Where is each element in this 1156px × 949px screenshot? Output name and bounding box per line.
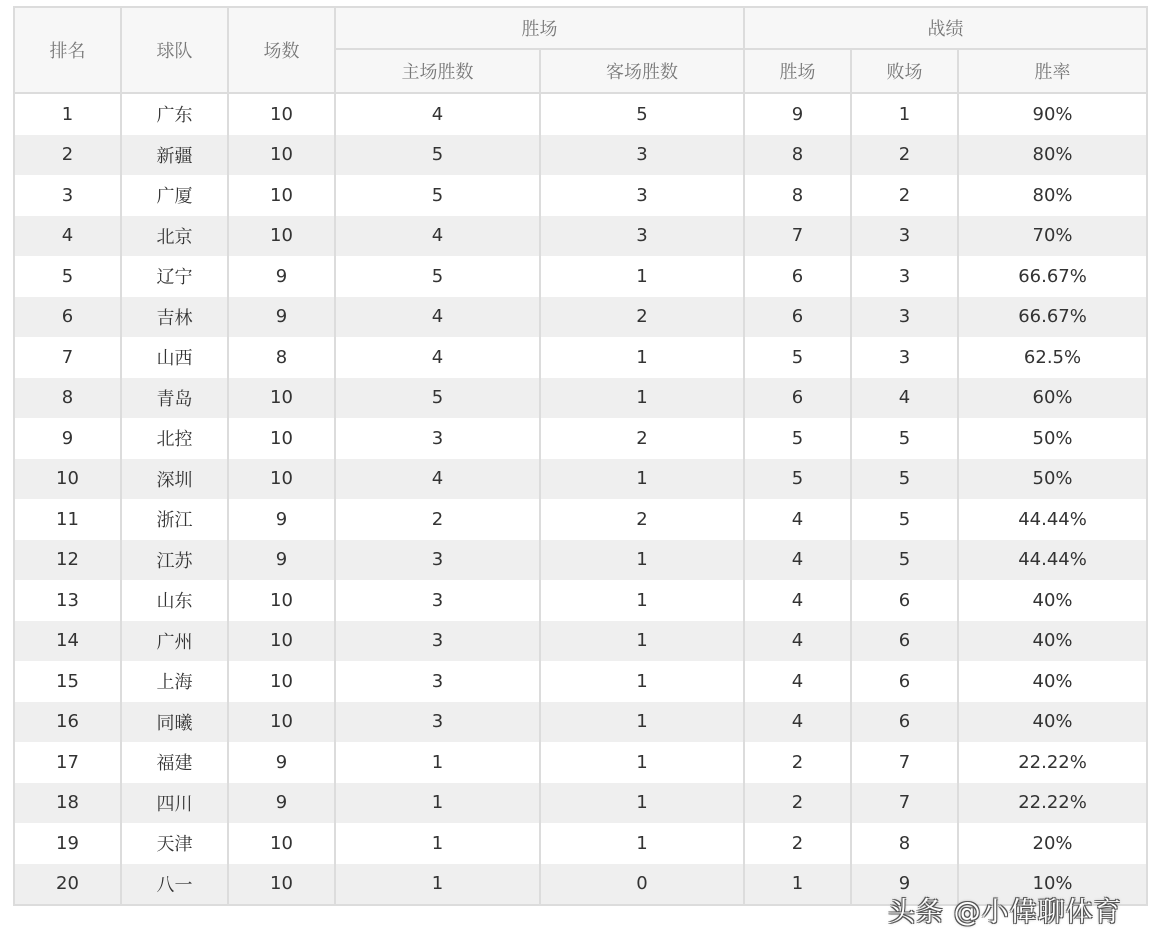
cell-home-wins: 1 bbox=[335, 823, 540, 864]
cell-wins: 2 bbox=[744, 742, 851, 783]
cell-wins: 8 bbox=[744, 175, 851, 216]
cell-home-wins: 1 bbox=[335, 864, 540, 906]
cell-losses: 5 bbox=[851, 540, 958, 581]
table-header bbox=[14, 7, 1147, 93]
cell-win-pct: 22.22% bbox=[958, 742, 1147, 783]
cell-wins: 9 bbox=[744, 93, 851, 135]
cell-win-pct: 44.44% bbox=[958, 499, 1147, 540]
cell-games: 9 bbox=[228, 499, 335, 540]
cell-wins: 6 bbox=[744, 256, 851, 297]
cell-losses: 1 bbox=[851, 93, 958, 135]
cell-losses: 5 bbox=[851, 459, 958, 500]
cell-losses: 9 bbox=[851, 864, 958, 906]
cell-team: 福建 bbox=[121, 742, 228, 783]
table-row bbox=[14, 499, 1147, 540]
table-row bbox=[14, 337, 1147, 378]
cell-home-wins: 5 bbox=[335, 175, 540, 216]
table-row bbox=[14, 378, 1147, 419]
cell-away-wins: 3 bbox=[540, 216, 744, 257]
cell-wins: 5 bbox=[744, 418, 851, 459]
cell-team: 山东 bbox=[121, 580, 228, 621]
cell-wins: 4 bbox=[744, 580, 851, 621]
cell-away-wins: 2 bbox=[540, 297, 744, 338]
cell-team: 广东 bbox=[121, 93, 228, 135]
cell-away-wins: 2 bbox=[540, 499, 744, 540]
cell-games: 10 bbox=[228, 661, 335, 702]
cell-away-wins: 1 bbox=[540, 378, 744, 419]
cell-wins: 4 bbox=[744, 661, 851, 702]
cell-away-wins: 1 bbox=[540, 459, 744, 500]
cell-home-wins: 4 bbox=[335, 459, 540, 500]
cell-team: 北控 bbox=[121, 418, 228, 459]
cell-team: 广州 bbox=[121, 621, 228, 662]
cell-wins: 1 bbox=[744, 864, 851, 906]
cell-wins: 5 bbox=[744, 459, 851, 500]
cell-team: 北京 bbox=[121, 216, 228, 257]
cell-team: 四川 bbox=[121, 783, 228, 824]
cell-wins: 5 bbox=[744, 337, 851, 378]
cell-games: 10 bbox=[228, 135, 335, 176]
header-away-wins: 客场胜数 bbox=[540, 49, 744, 93]
cell-team: 天津 bbox=[121, 823, 228, 864]
cell-away-wins: 1 bbox=[540, 621, 744, 662]
cell-games: 9 bbox=[228, 297, 335, 338]
cell-wins: 8 bbox=[744, 135, 851, 176]
cell-wins: 4 bbox=[744, 540, 851, 581]
table-row bbox=[14, 580, 1147, 621]
watermark: 头条 @小偉聊体育 bbox=[888, 897, 1122, 928]
table-row bbox=[14, 459, 1147, 500]
cell-home-wins: 4 bbox=[335, 93, 540, 135]
cell-games: 10 bbox=[228, 864, 335, 906]
cell-games: 10 bbox=[228, 216, 335, 257]
table-row bbox=[14, 175, 1147, 216]
cell-wins: 6 bbox=[744, 378, 851, 419]
cell-team: 深圳 bbox=[121, 459, 228, 500]
cell-away-wins: 1 bbox=[540, 540, 744, 581]
cell-games: 10 bbox=[228, 459, 335, 500]
cell-games: 10 bbox=[228, 621, 335, 662]
table-row bbox=[14, 135, 1147, 176]
cell-wins: 2 bbox=[744, 823, 851, 864]
cell-losses: 6 bbox=[851, 580, 958, 621]
header-rank: 排名 bbox=[14, 7, 121, 93]
cell-home-wins: 4 bbox=[335, 216, 540, 257]
cell-win-pct: 70% bbox=[958, 216, 1147, 257]
cell-rank: 4 bbox=[14, 216, 121, 257]
table-row bbox=[14, 783, 1147, 824]
header-team: 球队 bbox=[121, 7, 228, 93]
cell-losses: 5 bbox=[851, 418, 958, 459]
cell-away-wins: 0 bbox=[540, 864, 744, 906]
header-games: 场数 bbox=[228, 7, 335, 93]
cell-win-pct: 90% bbox=[958, 93, 1147, 135]
cell-rank: 14 bbox=[14, 621, 121, 662]
cell-games: 10 bbox=[228, 175, 335, 216]
cell-win-pct: 44.44% bbox=[958, 540, 1147, 581]
cell-away-wins: 3 bbox=[540, 175, 744, 216]
cell-home-wins: 3 bbox=[335, 702, 540, 743]
cell-team: 广厦 bbox=[121, 175, 228, 216]
cell-games: 8 bbox=[228, 337, 335, 378]
cell-away-wins: 1 bbox=[540, 337, 744, 378]
cell-losses: 7 bbox=[851, 783, 958, 824]
cell-win-pct: 50% bbox=[958, 459, 1147, 500]
cell-home-wins: 1 bbox=[335, 742, 540, 783]
cell-home-wins: 1 bbox=[335, 783, 540, 824]
cell-rank: 16 bbox=[14, 702, 121, 743]
cell-away-wins: 1 bbox=[540, 823, 744, 864]
header-home-wins: 主场胜数 bbox=[335, 49, 540, 93]
cell-losses: 2 bbox=[851, 135, 958, 176]
cell-home-wins: 5 bbox=[335, 256, 540, 297]
table-row bbox=[14, 216, 1147, 257]
cell-home-wins: 2 bbox=[335, 499, 540, 540]
cell-away-wins: 3 bbox=[540, 135, 744, 176]
cell-win-pct: 50% bbox=[958, 418, 1147, 459]
cell-wins: 4 bbox=[744, 499, 851, 540]
table-row bbox=[14, 621, 1147, 662]
cell-games: 9 bbox=[228, 256, 335, 297]
cell-win-pct: 62.5% bbox=[958, 337, 1147, 378]
cell-win-pct: 66.67% bbox=[958, 256, 1147, 297]
cell-away-wins: 5 bbox=[540, 93, 744, 135]
cell-win-pct: 40% bbox=[958, 661, 1147, 702]
cell-losses: 3 bbox=[851, 337, 958, 378]
header-win-pct: 胜率 bbox=[958, 49, 1147, 93]
cell-rank: 2 bbox=[14, 135, 121, 176]
cell-losses: 6 bbox=[851, 621, 958, 662]
header-losses: 败场 bbox=[851, 49, 958, 93]
cell-games: 10 bbox=[228, 93, 335, 135]
cell-team: 上海 bbox=[121, 661, 228, 702]
cell-win-pct: 22.22% bbox=[958, 783, 1147, 824]
cell-games: 9 bbox=[228, 540, 335, 581]
cell-games: 10 bbox=[228, 580, 335, 621]
cell-rank: 13 bbox=[14, 580, 121, 621]
cell-rank: 19 bbox=[14, 823, 121, 864]
header-wins-group: 胜场 bbox=[335, 7, 744, 49]
cell-wins: 2 bbox=[744, 783, 851, 824]
cell-team: 辽宁 bbox=[121, 256, 228, 297]
header-record-group: 战绩 bbox=[744, 7, 1147, 49]
cell-rank: 20 bbox=[14, 864, 121, 906]
cell-win-pct: 40% bbox=[958, 621, 1147, 662]
cell-team: 吉林 bbox=[121, 297, 228, 338]
cell-home-wins: 5 bbox=[335, 135, 540, 176]
cell-rank: 12 bbox=[14, 540, 121, 581]
table-row bbox=[14, 418, 1147, 459]
cell-team: 新疆 bbox=[121, 135, 228, 176]
cell-win-pct: 40% bbox=[958, 580, 1147, 621]
cell-team: 八一 bbox=[121, 864, 228, 906]
cell-win-pct: 20% bbox=[958, 823, 1147, 864]
table-row bbox=[14, 93, 1147, 135]
cell-games: 10 bbox=[228, 702, 335, 743]
cell-rank: 18 bbox=[14, 783, 121, 824]
cell-losses: 6 bbox=[851, 661, 958, 702]
cell-rank: 1 bbox=[14, 93, 121, 135]
table-row bbox=[14, 256, 1147, 297]
cell-wins: 6 bbox=[744, 297, 851, 338]
cell-wins: 4 bbox=[744, 702, 851, 743]
table-row bbox=[14, 540, 1147, 581]
cell-losses: 2 bbox=[851, 175, 958, 216]
cell-rank: 6 bbox=[14, 297, 121, 338]
table-row bbox=[14, 661, 1147, 702]
cell-home-wins: 3 bbox=[335, 661, 540, 702]
cell-rank: 10 bbox=[14, 459, 121, 500]
cell-home-wins: 3 bbox=[335, 621, 540, 662]
table-body bbox=[14, 93, 1147, 905]
cell-rank: 5 bbox=[14, 256, 121, 297]
cell-rank: 8 bbox=[14, 378, 121, 419]
cell-away-wins: 2 bbox=[540, 418, 744, 459]
cell-away-wins: 1 bbox=[540, 256, 744, 297]
cell-win-pct: 80% bbox=[958, 175, 1147, 216]
cell-losses: 8 bbox=[851, 823, 958, 864]
cell-home-wins: 4 bbox=[335, 297, 540, 338]
cell-games: 9 bbox=[228, 783, 335, 824]
cell-team: 江苏 bbox=[121, 540, 228, 581]
cell-away-wins: 1 bbox=[540, 580, 744, 621]
cell-home-wins: 5 bbox=[335, 378, 540, 419]
table-row bbox=[14, 823, 1147, 864]
cell-home-wins: 4 bbox=[335, 337, 540, 378]
cell-losses: 7 bbox=[851, 742, 958, 783]
cell-games: 10 bbox=[228, 378, 335, 419]
cell-games: 10 bbox=[228, 418, 335, 459]
cell-rank: 17 bbox=[14, 742, 121, 783]
cell-team: 山西 bbox=[121, 337, 228, 378]
cell-team: 青岛 bbox=[121, 378, 228, 419]
cell-losses: 3 bbox=[851, 297, 958, 338]
table-row bbox=[14, 297, 1147, 338]
cell-home-wins: 3 bbox=[335, 540, 540, 581]
cell-games: 9 bbox=[228, 742, 335, 783]
cell-rank: 9 bbox=[14, 418, 121, 459]
cell-win-pct: 10% bbox=[958, 864, 1147, 906]
cell-win-pct: 40% bbox=[958, 702, 1147, 743]
cell-away-wins: 1 bbox=[540, 661, 744, 702]
cell-rank: 15 bbox=[14, 661, 121, 702]
cell-win-pct: 60% bbox=[958, 378, 1147, 419]
cell-games: 10 bbox=[228, 823, 335, 864]
cell-away-wins: 1 bbox=[540, 783, 744, 824]
cell-rank: 3 bbox=[14, 175, 121, 216]
cell-losses: 4 bbox=[851, 378, 958, 419]
cell-rank: 7 bbox=[14, 337, 121, 378]
table-row bbox=[14, 702, 1147, 743]
cell-losses: 3 bbox=[851, 216, 958, 257]
table-row bbox=[14, 742, 1147, 783]
cell-home-wins: 3 bbox=[335, 580, 540, 621]
cell-rank: 11 bbox=[14, 499, 121, 540]
cell-wins: 4 bbox=[744, 621, 851, 662]
cell-losses: 5 bbox=[851, 499, 958, 540]
cell-team: 浙江 bbox=[121, 499, 228, 540]
cell-wins: 7 bbox=[744, 216, 851, 257]
cell-losses: 6 bbox=[851, 702, 958, 743]
header-wins: 胜场 bbox=[744, 49, 851, 93]
cell-win-pct: 80% bbox=[958, 135, 1147, 176]
standings-table bbox=[13, 6, 1148, 906]
cell-home-wins: 3 bbox=[335, 418, 540, 459]
cell-away-wins: 1 bbox=[540, 742, 744, 783]
cell-away-wins: 1 bbox=[540, 702, 744, 743]
cell-win-pct: 66.67% bbox=[958, 297, 1147, 338]
cell-losses: 3 bbox=[851, 256, 958, 297]
cell-team: 同曦 bbox=[121, 702, 228, 743]
